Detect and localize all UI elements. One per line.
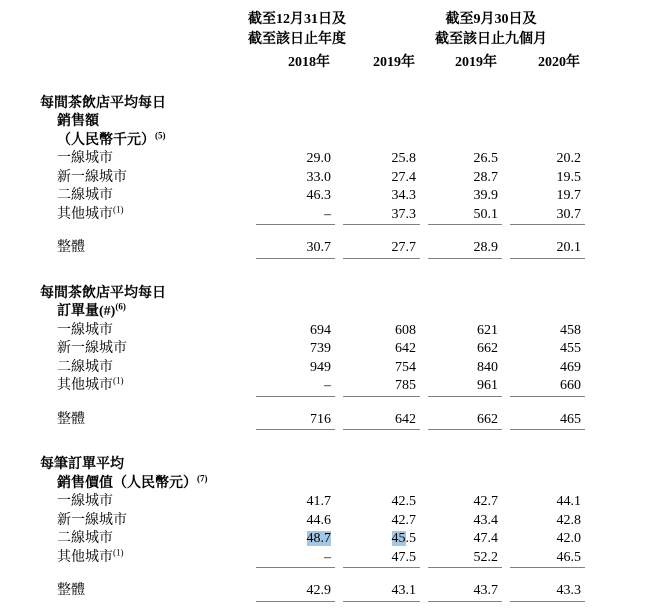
row-tier1-cities [40,322,651,341]
header-group-annual-line1: 截至12月31日及 [248,12,346,27]
value-2019-fy: 37.3 [335,206,420,226]
value-2019-fy: 43.1 [335,582,420,602]
section-avg-order-value-title [40,456,651,493]
row-tier1-cities [40,493,651,512]
row-overall [40,239,651,259]
value-2018: 33.0 [306,169,331,185]
header-group-nine-months-line1: 截至9月30日及 [445,12,537,27]
value-2018: 739 [310,341,331,356]
row-other-cities [40,377,651,397]
row-tier2-cities [40,187,651,206]
footnote-ref: (7) [197,472,208,483]
value-2019-fy: 47.5 [335,549,420,569]
title-line: 訂單量(#)$^{(6)}$ [57,301,126,319]
row-other-cities [40,546,651,569]
value-2019-9m: 52.2 [420,549,502,569]
value-2019-fy: 34.3 [391,188,416,203]
value-2019-9m: 662 [420,411,502,431]
value-2019-9m: 47.4 [473,531,498,546]
value-2020-9m: 455 [560,341,581,356]
row-label: 新一線城市 [57,341,127,356]
title-line: 銷售額 [57,114,99,129]
section-avg-order-value [40,456,651,602]
table-header [40,10,651,50]
value-2020-9m: 43.3 [502,582,585,602]
value-2019-9m: 662 [477,341,498,356]
value-2018: – [248,377,335,397]
value-2018: 716 [248,411,335,431]
value-2019-fy: 608 [395,322,416,338]
row-overall [40,411,651,431]
value-2019-9m: 43.4 [473,512,498,528]
footnote-ref: (1) [113,375,124,386]
row-tier1-cities [40,150,651,169]
value-2019-9m: 28.7 [473,169,498,185]
row-label: 其他城市$^{(1)}$ [57,546,124,565]
footnote-ref: (1) [113,203,124,214]
year-2018: 2018年 [288,55,330,70]
header-group-annual-line2: 截至該日止年度 [248,32,346,47]
value-2019-9m: 961 [420,377,502,397]
value-2020-9m: 19.7 [556,188,581,203]
year-header-row [40,54,651,73]
row-label: 二線城市 [57,188,113,203]
row-tier2-cities [40,359,651,378]
value-2019-9m: 26.5 [473,151,498,166]
header-group-nine-months [413,10,569,50]
row-new-tier1-cities [40,512,651,531]
value-2018: – [248,206,335,226]
row-label: 整體 [57,583,85,598]
value-2019-fy: 642 [395,341,416,356]
value-2018: 44.6 [306,512,331,528]
value-2019-fy: 27.4 [391,169,416,185]
value-2020-9m: 42.8 [556,512,581,528]
value-2020-9m: 46.5 [502,549,585,569]
value-2019-fy: 642 [335,411,420,431]
value-2020-9m: 30.7 [502,206,585,226]
value-2018: 46.3 [306,188,331,203]
year-2020-9m: 2020年 [538,55,580,70]
value-2020-9m: 465 [502,411,585,431]
value-2019-9m: 28.9 [420,239,502,259]
value-2018: 41.7 [306,494,331,509]
footnote-ref: (6) [115,301,126,312]
value-2019-9m: 621 [477,322,498,338]
value-2019-fy: 25.8 [391,151,416,166]
title-line: 銷售價值（人民幣元）$^{(7)}$ [57,472,208,491]
value-2019-fy: 785 [335,377,420,397]
value-2019-9m: 50.1 [420,206,502,226]
value-2019-fy: 27.7 [335,239,420,259]
value-2018: 29.0 [306,151,331,166]
value-2019-9m: 42.7 [473,494,498,509]
value-2018-highlighted [248,530,335,549]
year-2019-9m: 2019年 [455,55,497,70]
title-line: 每筆訂單平均 [40,457,124,472]
value-2019-9m: 43.7 [420,582,502,602]
header-group-nine-months-line2: 截至該日止九個月 [435,32,547,47]
value-2019-fy: 42.7 [391,512,416,528]
value-2020-9m: 660 [502,377,585,397]
title-line: 每間茶飲店平均每日 [40,95,166,111]
row-label: 整體 [57,240,85,255]
section-avg-daily-sales [40,95,651,259]
row-label: 一線城市 [57,322,113,338]
row-new-tier1-cities [40,169,651,188]
row-label: 其他城市$^{(1)}$ [57,203,124,222]
section-avg-daily-orders-title [40,285,651,322]
value-2020-9m: 20.1 [502,239,585,259]
value-2020-9m: 19.5 [556,169,581,185]
value-2020-9m: 44.1 [556,494,581,509]
row-label: 新一線城市 [57,512,127,528]
year-2019-fy: 2019年 [373,55,415,70]
value-2018: 694 [310,322,331,338]
value-2020-9m: 20.2 [556,151,581,166]
value-2019-fy: 42.5 [391,494,416,509]
value-2020-9m: 458 [560,322,581,338]
row-other-cities [40,203,651,226]
value-2018: 30.7 [248,239,335,259]
value-2019-fy-highlighted: 45.5 [391,531,416,546]
footnote-ref: (5) [155,129,166,140]
value-2019-9m: 39.9 [473,188,498,203]
value-2020-9m: 469 [560,359,581,375]
section-avg-daily-sales-title [40,95,651,151]
row-label: 一線城市 [57,494,113,509]
row-overall [40,582,651,602]
title-line: （人民幣千元）$^{(5)}$ [57,129,166,148]
row-label: 新一線城市 [57,169,127,185]
value-2020-9m: 42.0 [556,531,581,546]
row-label: 二線城市 [57,531,113,546]
footnote-ref: (1) [113,546,124,557]
selection-highlight: 48.7 [306,531,331,546]
row-tier2-cities [40,530,651,549]
row-new-tier1-cities [40,340,651,359]
value-2018: 949 [310,359,331,375]
header-group-annual [248,10,346,50]
selection-highlight: 45 [391,531,406,546]
row-label: 其他城市$^{(1)}$ [57,375,124,393]
row-label: 二線城市 [57,359,113,375]
row-label: 整體 [57,411,85,427]
year-header-spacer [40,54,248,73]
row-label: 一線城市 [57,151,113,166]
value-2019-9m: 840 [477,359,498,375]
value-2018: 42.9 [248,582,335,602]
section-avg-daily-orders [40,285,651,431]
title-line: 每間茶飲店平均每日 [40,285,166,301]
value-2019-fy: 754 [395,359,416,375]
value-2018: – [248,549,335,569]
